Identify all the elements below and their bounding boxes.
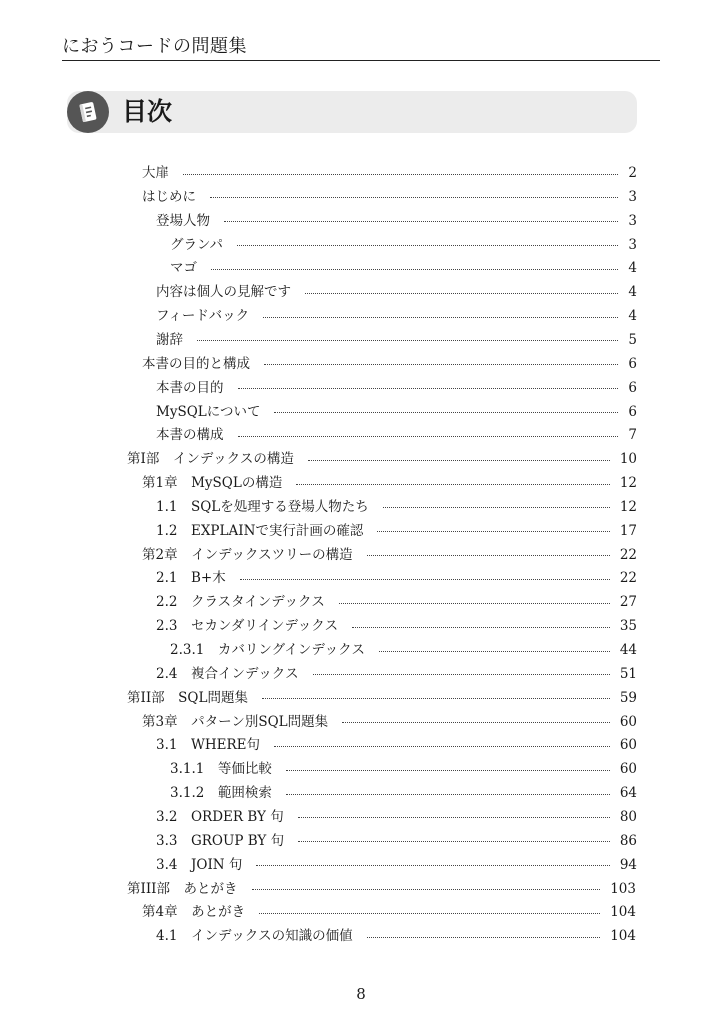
toc-entry-label: 本書の構成 xyxy=(156,427,224,444)
toc-entry[interactable] xyxy=(156,735,637,755)
toc-entry-label: 3.3 GROUP BY 句 xyxy=(156,832,285,849)
toc-dot-leader xyxy=(298,817,610,818)
toc-entry-label: 第I部 インデックスの構造 xyxy=(127,451,294,468)
toc-entry[interactable] xyxy=(142,473,637,493)
page-title: 目次 xyxy=(122,97,173,126)
toc-dot-leader xyxy=(298,841,610,842)
toc-entry[interactable] xyxy=(156,592,637,612)
toc-entry[interactable] xyxy=(127,879,636,899)
toc-entry-label: 登場人物 xyxy=(156,212,210,229)
toc-entry-page-number: 6 xyxy=(628,355,637,372)
toc-dot-leader xyxy=(274,746,610,747)
toc-entry-page-number: 22 xyxy=(619,570,637,587)
toc-dot-leader xyxy=(259,913,600,914)
toc-dot-leader xyxy=(256,865,609,866)
toc-dot-leader xyxy=(211,269,618,270)
toc-entry[interactable] xyxy=(156,616,637,636)
toc-entry-page-number: 104 xyxy=(610,904,636,921)
notebook-icon xyxy=(67,91,109,133)
toc-entry[interactable] xyxy=(156,855,637,875)
running-title: におうコードの問題集 xyxy=(62,36,247,57)
toc-entry-page-number: 6 xyxy=(628,379,637,396)
toc-dot-leader xyxy=(352,627,610,628)
toc-entry-page-number: 64 xyxy=(619,785,637,802)
toc-entry-label: グランパ xyxy=(170,236,224,253)
toc-entry-label: 4.1 インデックスの知識の価値 xyxy=(156,928,353,945)
toc-entry-label: 3.1.2 範囲検索 xyxy=(170,785,272,802)
toc-entry[interactable] xyxy=(156,306,637,326)
toc-entry-label: 3.2 ORDER BY 句 xyxy=(156,808,284,825)
toc-entry[interactable] xyxy=(156,568,637,588)
toc-entry[interactable] xyxy=(156,330,637,350)
toc-entry-page-number: 4 xyxy=(628,308,637,325)
toc-entry-label: 3.1.1 等価比較 xyxy=(170,761,272,778)
toc-entry-label: 第III部 あとがき xyxy=(127,880,238,897)
toc-dot-leader xyxy=(286,770,610,771)
toc-entry-label: はじめに xyxy=(142,188,196,205)
toc-entry-label: 2.2 クラスタインデックス xyxy=(156,594,325,611)
toc-entry[interactable] xyxy=(156,831,637,851)
toc-entry-label: 第1章 MySQLの構造 xyxy=(142,475,283,492)
toc-entry-label: 内容は個人の見解です xyxy=(156,284,291,301)
toc-entry-page-number: 3 xyxy=(628,188,637,205)
toc-entry[interactable] xyxy=(156,211,637,231)
toc-dot-leader xyxy=(274,412,618,413)
toc-entry-label: 2.1 B+木 xyxy=(156,570,226,587)
toc-dot-leader xyxy=(252,889,601,890)
toc-dot-leader xyxy=(210,197,618,198)
toc-entry-label: 本書の目的 xyxy=(156,379,224,396)
toc-entry-page-number: 80 xyxy=(619,808,637,825)
toc-entry-label: 大扉 xyxy=(142,165,169,181)
toc-dot-leader xyxy=(367,555,610,556)
toc-entry-page-number: 59 xyxy=(619,689,637,706)
toc-entry-label: 3.4 JOIN 句 xyxy=(156,856,243,873)
toc-entry[interactable] xyxy=(142,545,637,565)
toc-dot-leader xyxy=(240,579,610,580)
toc-entry[interactable] xyxy=(142,163,637,183)
toc-dot-leader xyxy=(383,507,610,508)
toc-title-banner xyxy=(67,91,637,133)
toc-entry[interactable] xyxy=(156,926,636,946)
toc-entry-page-number: 35 xyxy=(619,618,637,635)
toc-entry-page-number: 5 xyxy=(628,331,637,348)
toc-entry-page-number: 12 xyxy=(619,475,637,492)
toc-entry[interactable] xyxy=(156,378,637,398)
toc-entry-label: マゴ xyxy=(170,260,197,277)
toc-dot-leader xyxy=(238,388,619,389)
toc-dot-leader xyxy=(238,436,619,437)
toc-entry-label: 第3章 パターン別SQL問題集 xyxy=(142,713,329,730)
toc-dot-leader xyxy=(237,245,618,246)
toc-entry-page-number: 103 xyxy=(610,880,636,897)
toc-entry-page-number: 104 xyxy=(610,928,636,945)
toc-entry-page-number: 10 xyxy=(619,451,637,468)
toc-entry-page-number: 27 xyxy=(619,594,637,611)
toc-dot-leader xyxy=(313,674,610,675)
toc-entry-label: 2.4 複合インデックス xyxy=(156,665,299,682)
toc-dot-leader xyxy=(296,484,609,485)
toc-dot-leader xyxy=(197,340,618,341)
toc-entry[interactable] xyxy=(170,235,637,255)
toc-entry-label: 本書の目的と構成 xyxy=(142,355,250,372)
toc-entry-page-number: 44 xyxy=(619,642,637,658)
toc-dot-leader xyxy=(286,794,610,795)
toc-entry-label: 2.3.1 カバリングインデックス xyxy=(170,642,365,658)
toc-entry-label: フィードバック xyxy=(156,308,250,325)
toc-entry-label: 謝辞 xyxy=(156,331,183,348)
toc-entry[interactable] xyxy=(170,783,637,803)
toc-entry-page-number: 4 xyxy=(628,284,637,301)
toc-entry-page-number: 3 xyxy=(628,212,637,229)
toc-entry-label: 2.3 セカンダリインデックス xyxy=(156,618,339,635)
toc-entry-page-number: 60 xyxy=(619,737,637,754)
toc-entry[interactable] xyxy=(170,258,637,278)
toc-entry[interactable] xyxy=(156,425,637,445)
toc-dot-leader xyxy=(224,221,618,222)
page-number: 8 xyxy=(356,985,366,1003)
toc-entry[interactable] xyxy=(142,902,636,922)
toc-entry-page-number: 94 xyxy=(619,856,637,873)
toc-dot-leader xyxy=(342,722,610,723)
toc-entry-page-number: 4 xyxy=(628,260,637,277)
toc-dot-leader xyxy=(263,317,618,318)
toc-entry[interactable] xyxy=(156,807,637,827)
toc-entry-page-number: 6 xyxy=(628,403,637,420)
toc-entry[interactable] xyxy=(156,497,637,517)
toc-dot-leader xyxy=(262,698,610,699)
toc-dot-leader xyxy=(264,364,618,365)
toc-entry-page-number: 86 xyxy=(619,832,637,849)
toc-entry-page-number: 7 xyxy=(628,427,637,444)
toc-entry[interactable] xyxy=(170,759,637,779)
toc-entry-page-number: 60 xyxy=(619,713,637,730)
running-header xyxy=(62,36,660,61)
toc-entry-label: 1.2 EXPLAINで実行計画の確認 xyxy=(156,522,364,539)
toc-entry-label: 3.1 WHERE句 xyxy=(156,737,260,754)
toc-entry[interactable] xyxy=(156,664,637,684)
toc-entry-label: 1.1 SQLを処理する登場人物たち xyxy=(156,498,369,515)
toc-dot-leader xyxy=(379,651,610,652)
toc-entry[interactable] xyxy=(142,354,637,374)
toc-entry[interactable] xyxy=(127,688,637,708)
toc-dot-leader xyxy=(308,460,610,461)
toc-entry-page-number: 22 xyxy=(619,546,637,563)
toc-dot-leader xyxy=(367,937,601,938)
toc-entry-page-number: 2 xyxy=(628,165,637,181)
toc-entry-label: 第4章 あとがき xyxy=(142,904,246,921)
toc-dot-leader xyxy=(305,293,618,294)
toc-entry[interactable] xyxy=(142,712,637,732)
toc-dot-leader xyxy=(339,603,610,604)
toc-entry-page-number: 12 xyxy=(619,498,637,515)
toc-entry[interactable] xyxy=(127,449,637,469)
toc-entry[interactable] xyxy=(156,402,637,422)
toc-entry[interactable] xyxy=(142,187,637,207)
toc-entry-label: 第2章 インデックスツリーの構造 xyxy=(142,546,353,563)
toc-entry[interactable] xyxy=(156,282,637,302)
toc-entry-label: 第II部 SQL問題集 xyxy=(127,689,248,706)
toc-entry[interactable] xyxy=(156,521,637,541)
toc-entry-page-number: 3 xyxy=(628,236,637,253)
toc-entry-page-number: 17 xyxy=(619,522,637,539)
toc-entry-page-number: 60 xyxy=(619,761,637,778)
toc-dot-leader xyxy=(377,531,609,532)
toc-entry-page-number: 51 xyxy=(619,665,637,682)
toc-dot-leader xyxy=(183,174,618,175)
toc-entry[interactable] xyxy=(170,640,637,660)
toc-entry-label: MySQLについて xyxy=(156,403,261,420)
